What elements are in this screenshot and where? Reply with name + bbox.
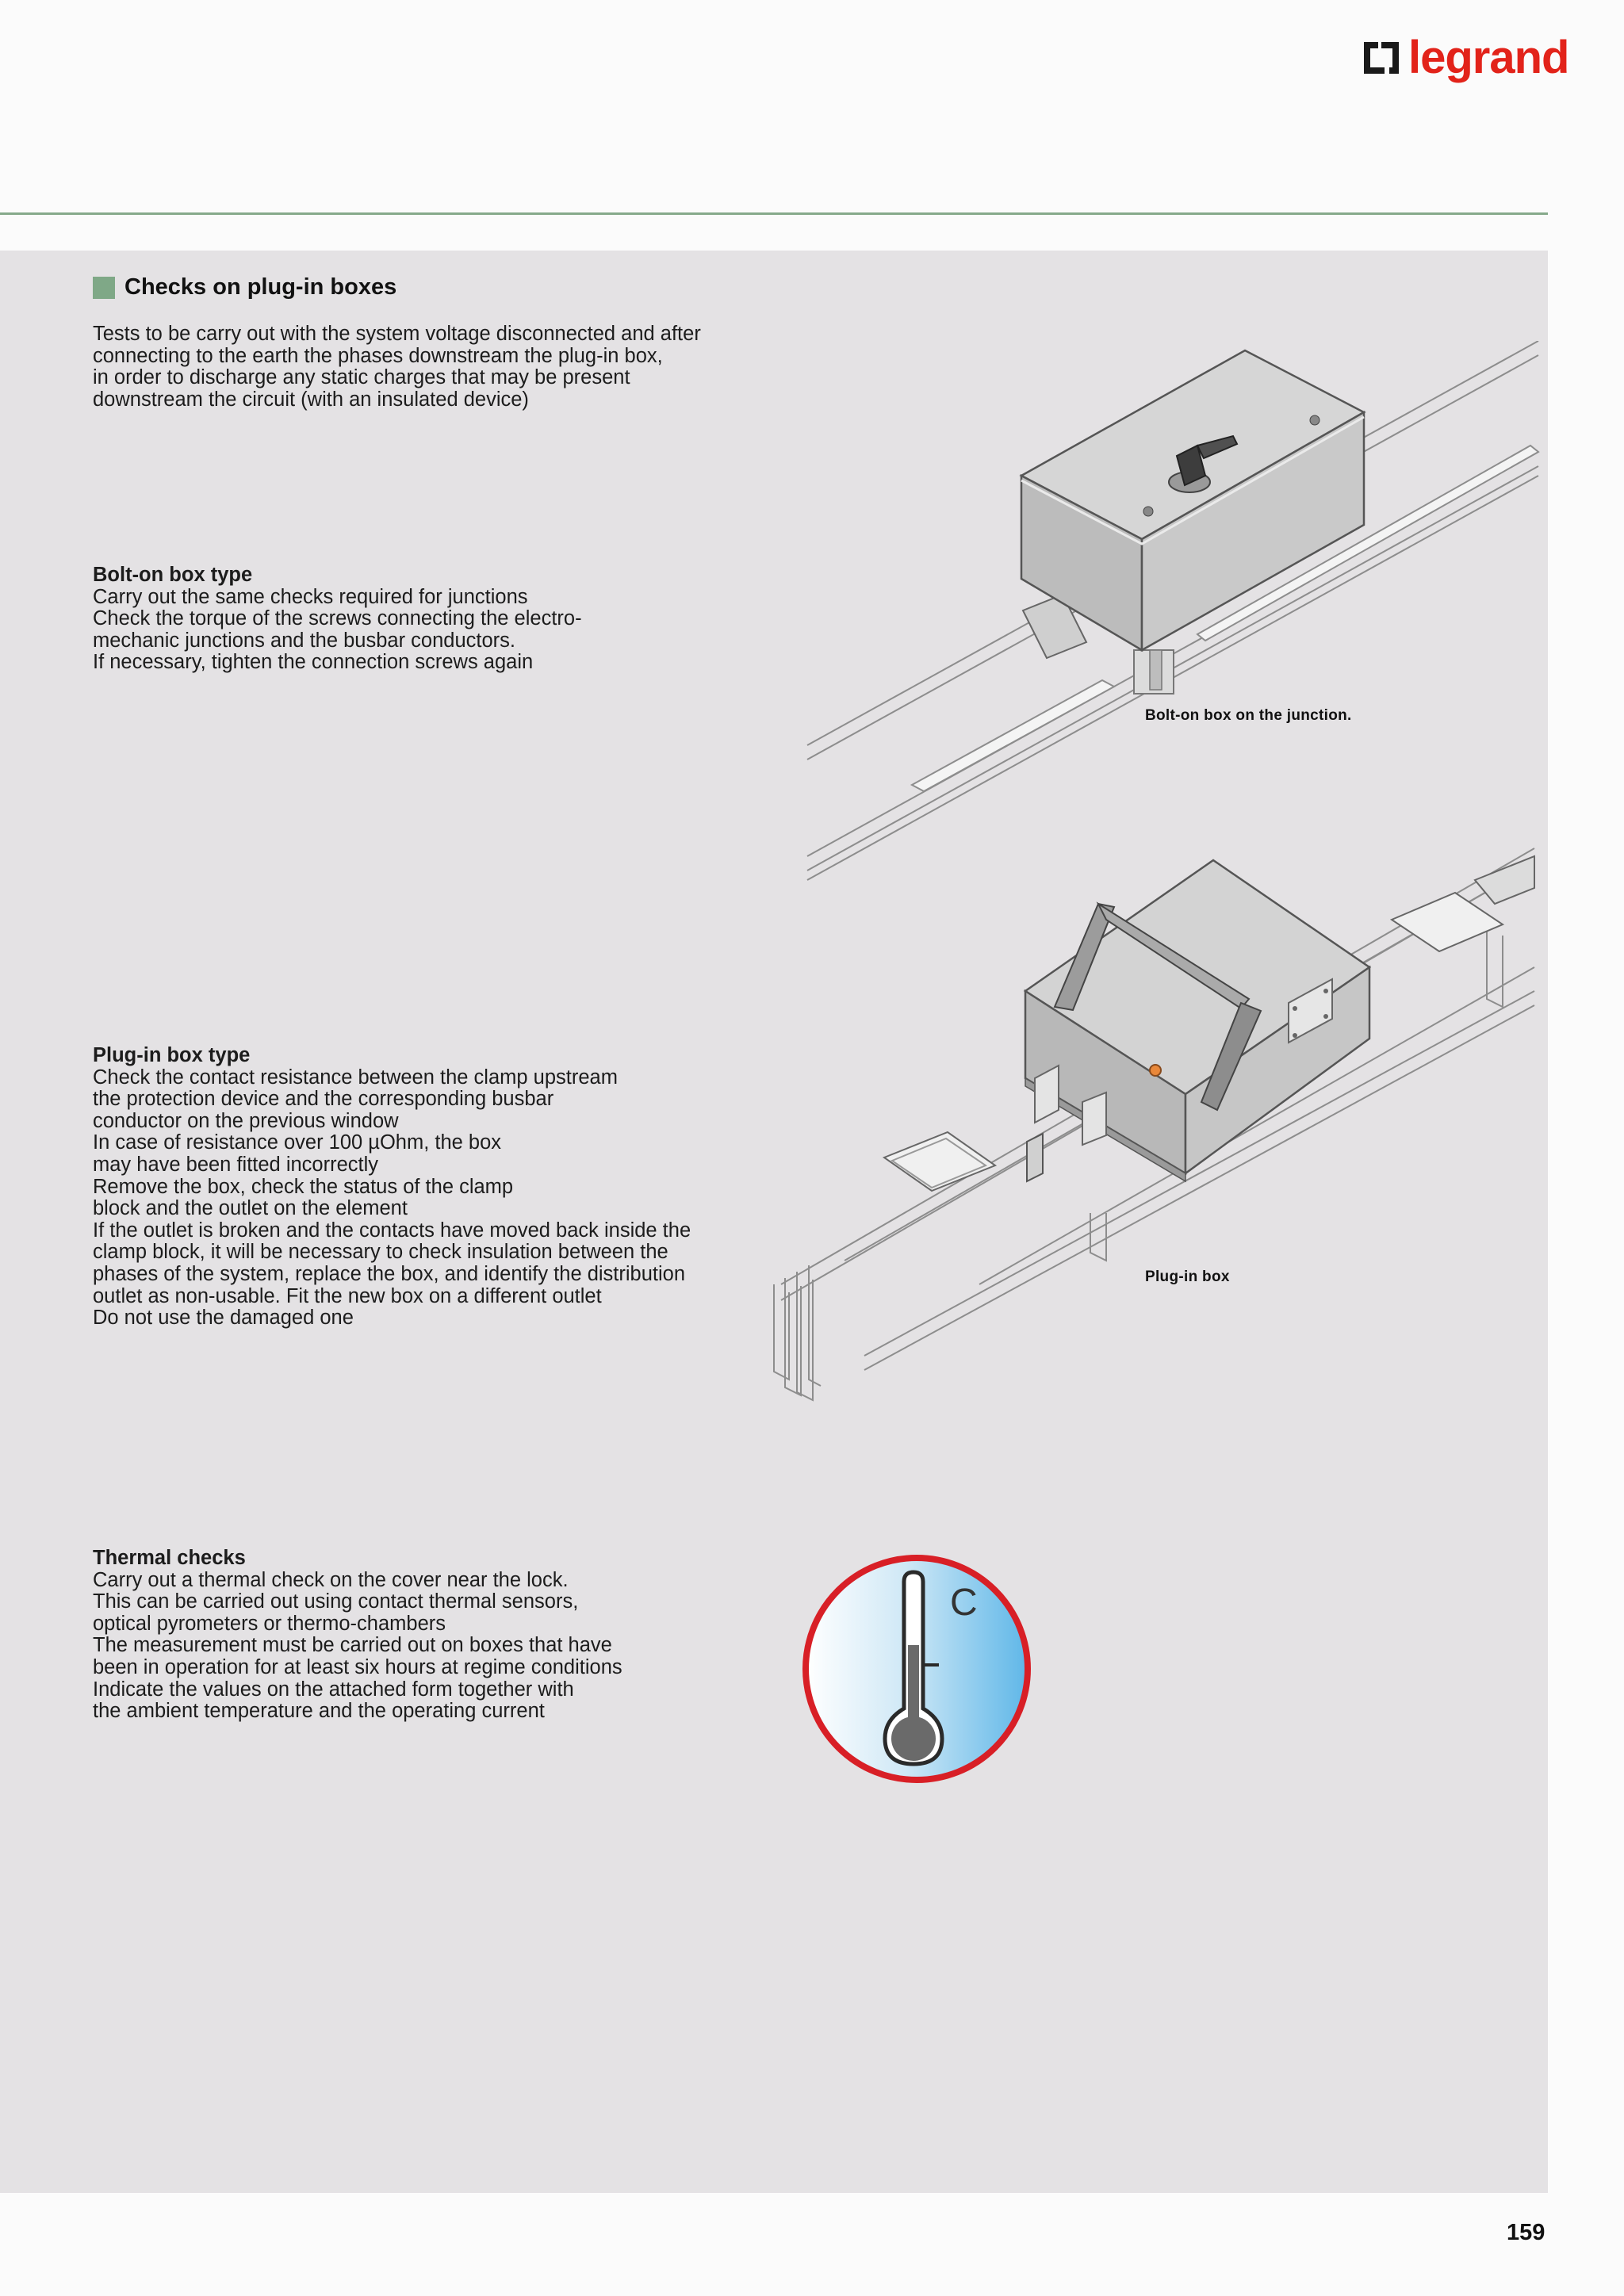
plug-in-line: Do not use the damaged one (93, 1307, 354, 1330)
thermal-line: The measurement must be carried out on boxes that have (93, 1634, 612, 1657)
bolt-on-heading: Bolt-on box type (93, 564, 253, 586)
section-marker-icon (93, 277, 115, 299)
intro-paragraph (93, 323, 701, 411)
bolt-on-line: If necessary, tighten the connection screws again (93, 651, 534, 674)
plug-in-line: outlet as non-usable. Fit the new box on a different outlet (93, 1284, 602, 1307)
bolt-on-block (93, 564, 582, 674)
header-divider (0, 212, 1548, 215)
plug-in-caption: Plug-in box (1145, 1269, 1230, 1285)
bolt-on-line: mechanic junctions and the busbar conductors. (93, 629, 515, 652)
plug-in-line: conductor on the previous window (93, 1109, 399, 1132)
thermometer-icon (798, 1550, 1036, 1788)
plug-in-line: the protection device and the corresponding busbar (93, 1088, 554, 1111)
thermal-line: Carry out a thermal check on the cover near the lock. (93, 1568, 569, 1591)
section-title-text: Checks on plug-in boxes (124, 274, 397, 300)
thermal-line: been in operation for at least six hours at regime conditions (93, 1655, 622, 1678)
plug-in-line: Remove the box, check the status of the clamp (93, 1175, 514, 1198)
bolt-on-box-illustration (801, 341, 1546, 888)
page-number: 159 (1507, 2220, 1545, 2245)
intro-line: connecting to the earth the phases downstream the plug-in box, (93, 344, 663, 367)
legrand-logo (1361, 30, 1569, 86)
intro-line: Tests to be carry out with the system voltage disconnected and after (93, 323, 701, 345)
bolt-on-caption: Bolt-on box on the junction. (1145, 707, 1352, 724)
intro-line: downstream the circuit (with an insulated device) (93, 388, 529, 411)
intro-line: in order to discharge any static charges that may be present (93, 366, 630, 389)
thermal-line: This can be carried out using contact thermal sensors, (93, 1590, 579, 1613)
bolt-on-line: Check the torque of the screws connecting the electro- (93, 607, 582, 630)
plug-in-line: may have been fitted incorrectly (93, 1153, 379, 1176)
plug-in-heading: Plug-in box type (93, 1044, 251, 1066)
section-title (93, 274, 396, 300)
thermal-heading: Thermal checks (93, 1547, 246, 1569)
thermal-line: optical pyrometers or thermo-chambers (93, 1612, 446, 1635)
plug-in-block (93, 1045, 691, 1330)
plug-in-line: block and the outlet on the element (93, 1197, 408, 1220)
logo-wordmark: legrand (1408, 32, 1569, 83)
legrand-mark-icon (1361, 37, 1402, 78)
thermal-line: the ambient temperature and the operating current (93, 1700, 545, 1723)
thermal-block (93, 1548, 622, 1723)
plug-in-line: Check the contact resistance between the clamp upstream (93, 1066, 618, 1089)
plug-in-box-illustration (773, 840, 1542, 1411)
plug-in-line: In case of resistance over 100 µOhm, the box (93, 1131, 502, 1154)
plug-in-line: If the outlet is broken and the contacts have moved back inside the (93, 1219, 691, 1242)
temperature-unit-label: C (950, 1582, 978, 1624)
thermal-line: Indicate the values on the attached form together with (93, 1678, 574, 1701)
plug-in-line: clamp block, it will be necessary to check insulation between the (93, 1241, 668, 1264)
bolt-on-line: Carry out the same checks required for junctions (93, 585, 528, 608)
plug-in-line: phases of the system, replace the box, and identify the distribution (93, 1262, 686, 1285)
